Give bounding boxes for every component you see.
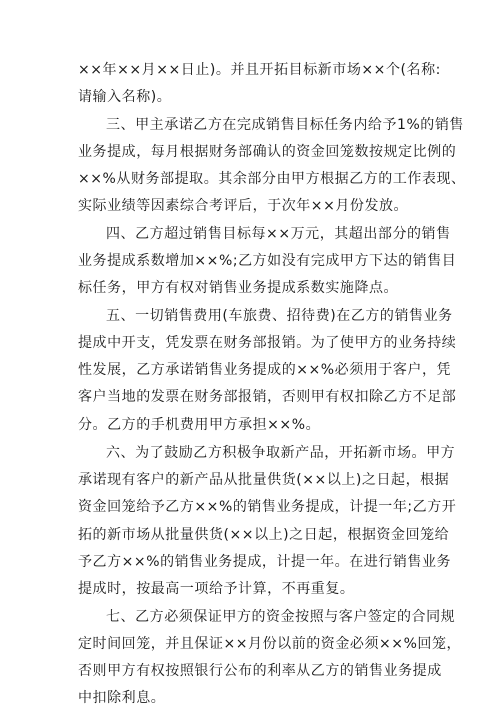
text-line: 否则甲方有权按照银行公布的利率从乙方的销售业务提成 bbox=[78, 663, 442, 679]
text-line: 客户当地的发票在财务部报销，否则甲有权扣除乙方不足部 bbox=[78, 389, 457, 405]
text-line: 分。乙方的手机费用甲方承担××%。 bbox=[78, 417, 321, 433]
clause-seven-line: 七、乙方必须保证甲方的资金按照与客户签定的合同规 bbox=[106, 609, 456, 625]
text-line: 业务提成系数增加××%;乙方如没有完成甲方下达的销售目 bbox=[78, 253, 457, 269]
text-line: 资金回笼给予乙方××%的销售业务提成，计提一年;乙方开 bbox=[78, 499, 457, 515]
text-line: 业务提成，每月根据财务部确认的资金回笼数按规定比例的 bbox=[78, 144, 457, 160]
text-line: 提成中开支，凭发票在财务部报销。为了使甲方的业务持续 bbox=[78, 335, 457, 351]
text-line: ××年××月××日止)。并且开拓目标新市场××个(名称: bbox=[78, 62, 441, 78]
text-line: 性发展，乙方承诺销售业务提成的××%必须用于客户，凭 bbox=[78, 362, 452, 378]
clause-six-line: 六、为了鼓励乙方积极争取新产品，开拓新市场。甲方 bbox=[106, 445, 456, 461]
text-line: 定时间回笼，并且保证××月份以前的资金必须××%回笼， bbox=[78, 636, 462, 652]
text-line: 中扣除利息。 bbox=[78, 690, 166, 706]
text-line: ××%从财务部提取。其余部分由甲方根据乙方的工作表现、 bbox=[78, 171, 466, 187]
text-line: 承诺现有客户的新产品从批量供货(××以上)之日起，根据 bbox=[78, 472, 450, 488]
text-line: 提成时，按最高一项给予计算，不再重复。 bbox=[78, 581, 355, 597]
clause-three-line: 三、甲主承诺乙方在完成销售目标任务内给予1%的销售 bbox=[106, 117, 464, 133]
text-line: 请输入名称)。 bbox=[78, 89, 172, 105]
text-line: 予乙方××%的销售业务提成，计提一年。在进行销售业务 bbox=[78, 554, 452, 570]
text-line: 拓的新市场从批量供货(××以上)之日起，根据资金回笼给 bbox=[78, 527, 450, 543]
text-line: 标任务，甲方有权对销售业务提成系数实施降点。 bbox=[78, 280, 399, 296]
clause-five-line: 五、一切销售费用(车旅费、招待费)在乙方的销售业务 bbox=[106, 308, 453, 324]
clause-four-line: 四、乙方超过销售目标每××万元，其超出部分的销售 bbox=[106, 226, 451, 242]
text-line: 实际业绩等因素综合考评后，于次年××月份发放。 bbox=[78, 198, 409, 214]
